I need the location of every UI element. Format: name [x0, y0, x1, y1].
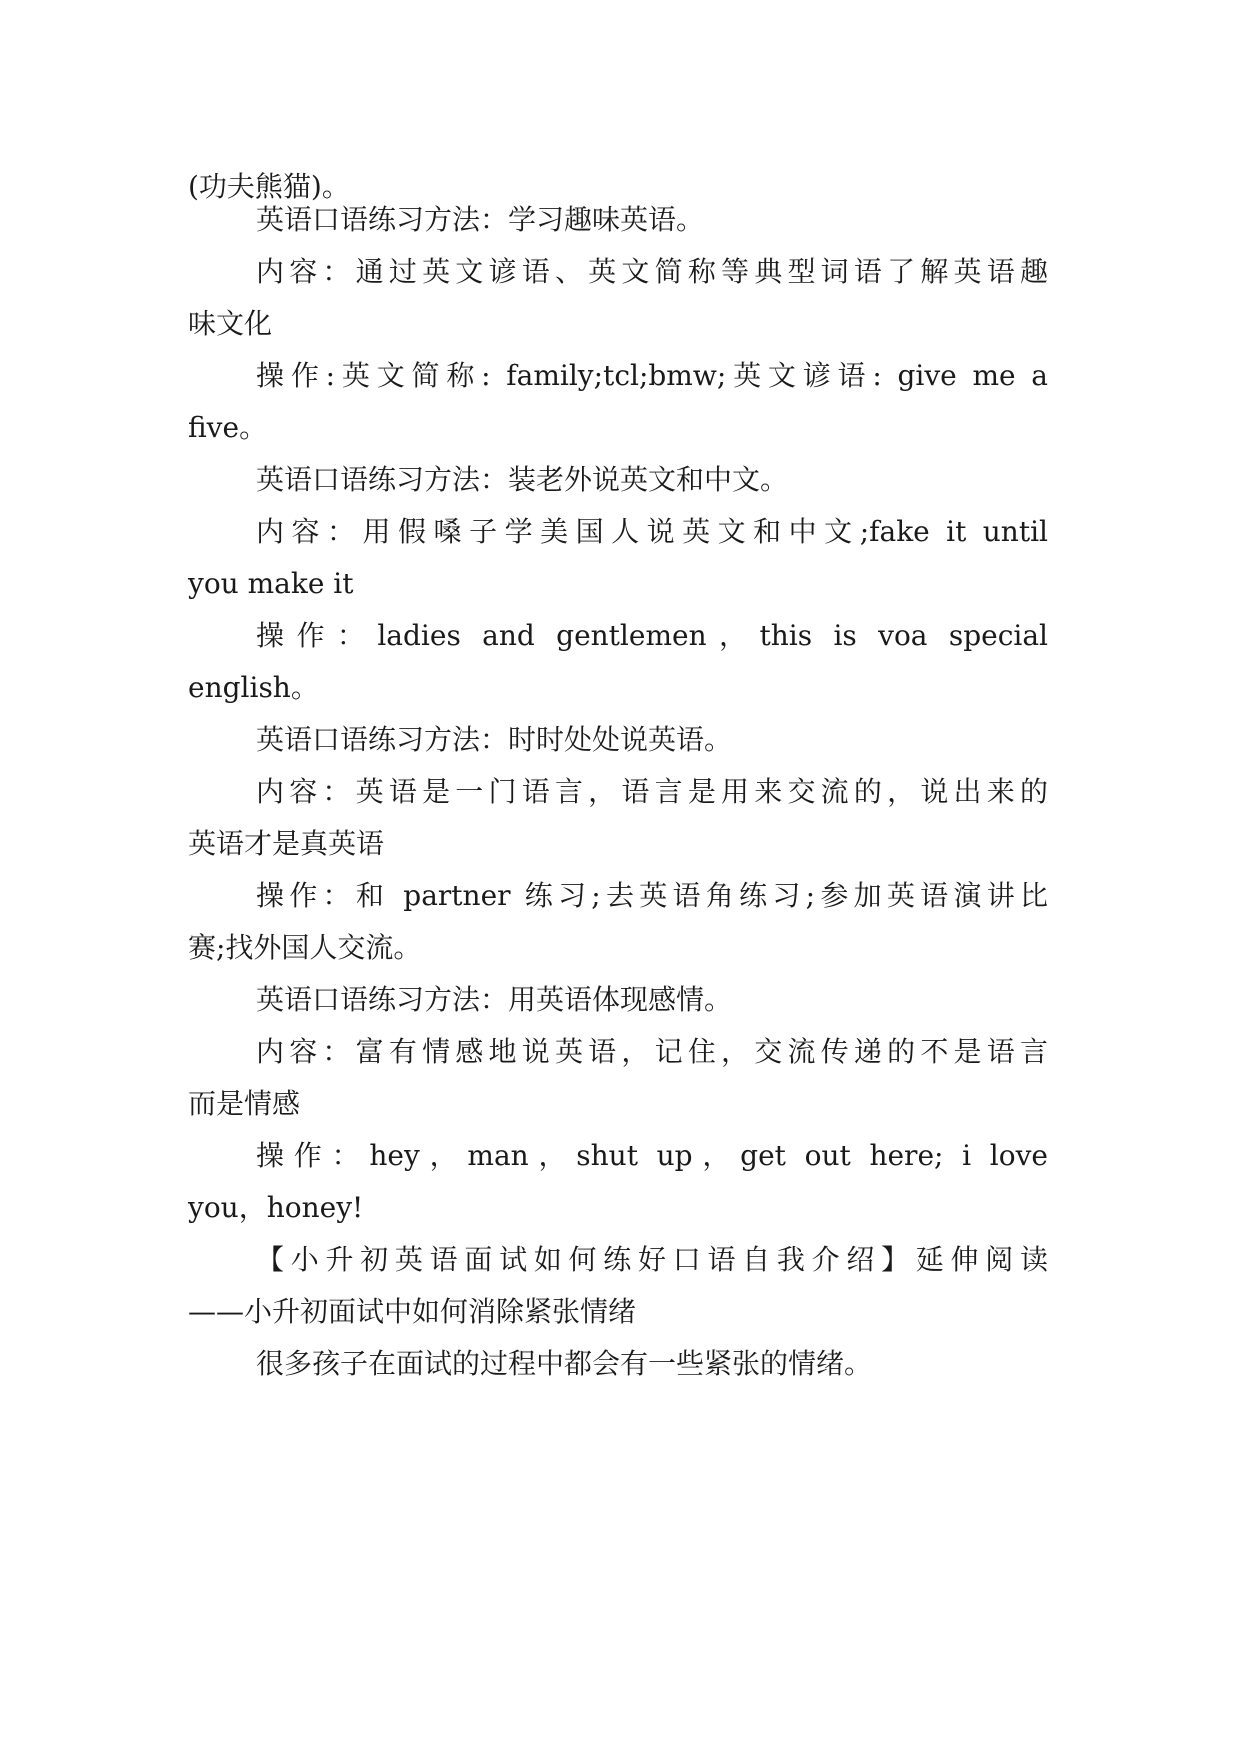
text-line: 英语口语练习方法：时时处处说英语。 — [256, 723, 733, 756]
text-line: five。 — [188, 411, 268, 444]
text-line: 赛;找外国人交流。 — [188, 931, 422, 964]
text-line: 内容：英语是一门语言，语言是用来交流的，说出来的 — [256, 775, 1048, 808]
text-line: you，honey! — [188, 1191, 364, 1224]
text-line: (功夫熊猫)。 — [188, 170, 350, 203]
text-line: english。 — [188, 671, 319, 704]
text-line: 操作：hey，man，shut up，get out here; i love — [256, 1139, 1048, 1172]
text-line: 英语口语练习方法：装老外说英文和中文。 — [256, 463, 789, 496]
text-line: 【小升初英语面试如何练好口语自我介绍】延伸阅读 — [256, 1243, 1048, 1276]
text-line: 英语口语练习方法：用英语体现感情。 — [256, 983, 733, 1016]
text-line: 操作：和 partner 练习;去英语角练习;参加英语演讲比 — [256, 879, 1048, 912]
text-line: 内容：用假嗓子学美国人说英文和中文;fake it until — [256, 515, 1048, 548]
text-line: 味文化 — [188, 307, 273, 340]
text-line: 操作:英文简称: family;tcl;bmw;英文谚语: give me a — [256, 359, 1048, 392]
text-line: 而是情感 — [188, 1087, 301, 1120]
document-page — [188, 0, 1048, 1754]
text-line: 英语才是真英语 — [188, 827, 385, 860]
text-line: 内容：富有情感地说英语，记住，交流传递的不是语言 — [256, 1035, 1048, 1068]
text-line: 英语口语练习方法：学习趣味英语。 — [256, 203, 705, 236]
text-line: you make it — [188, 567, 354, 600]
text-line: 很多孩子在面试的过程中都会有一些紧张的情绪。 — [256, 1347, 873, 1380]
text-line: 操作：ladies and gentlemen，this is voa special — [256, 619, 1048, 652]
text-line: 内容：通过英文谚语、英文简称等典型词语了解英语趣 — [256, 255, 1048, 288]
text-line: ——小升初面试中如何消除紧张情绪 — [188, 1295, 637, 1328]
